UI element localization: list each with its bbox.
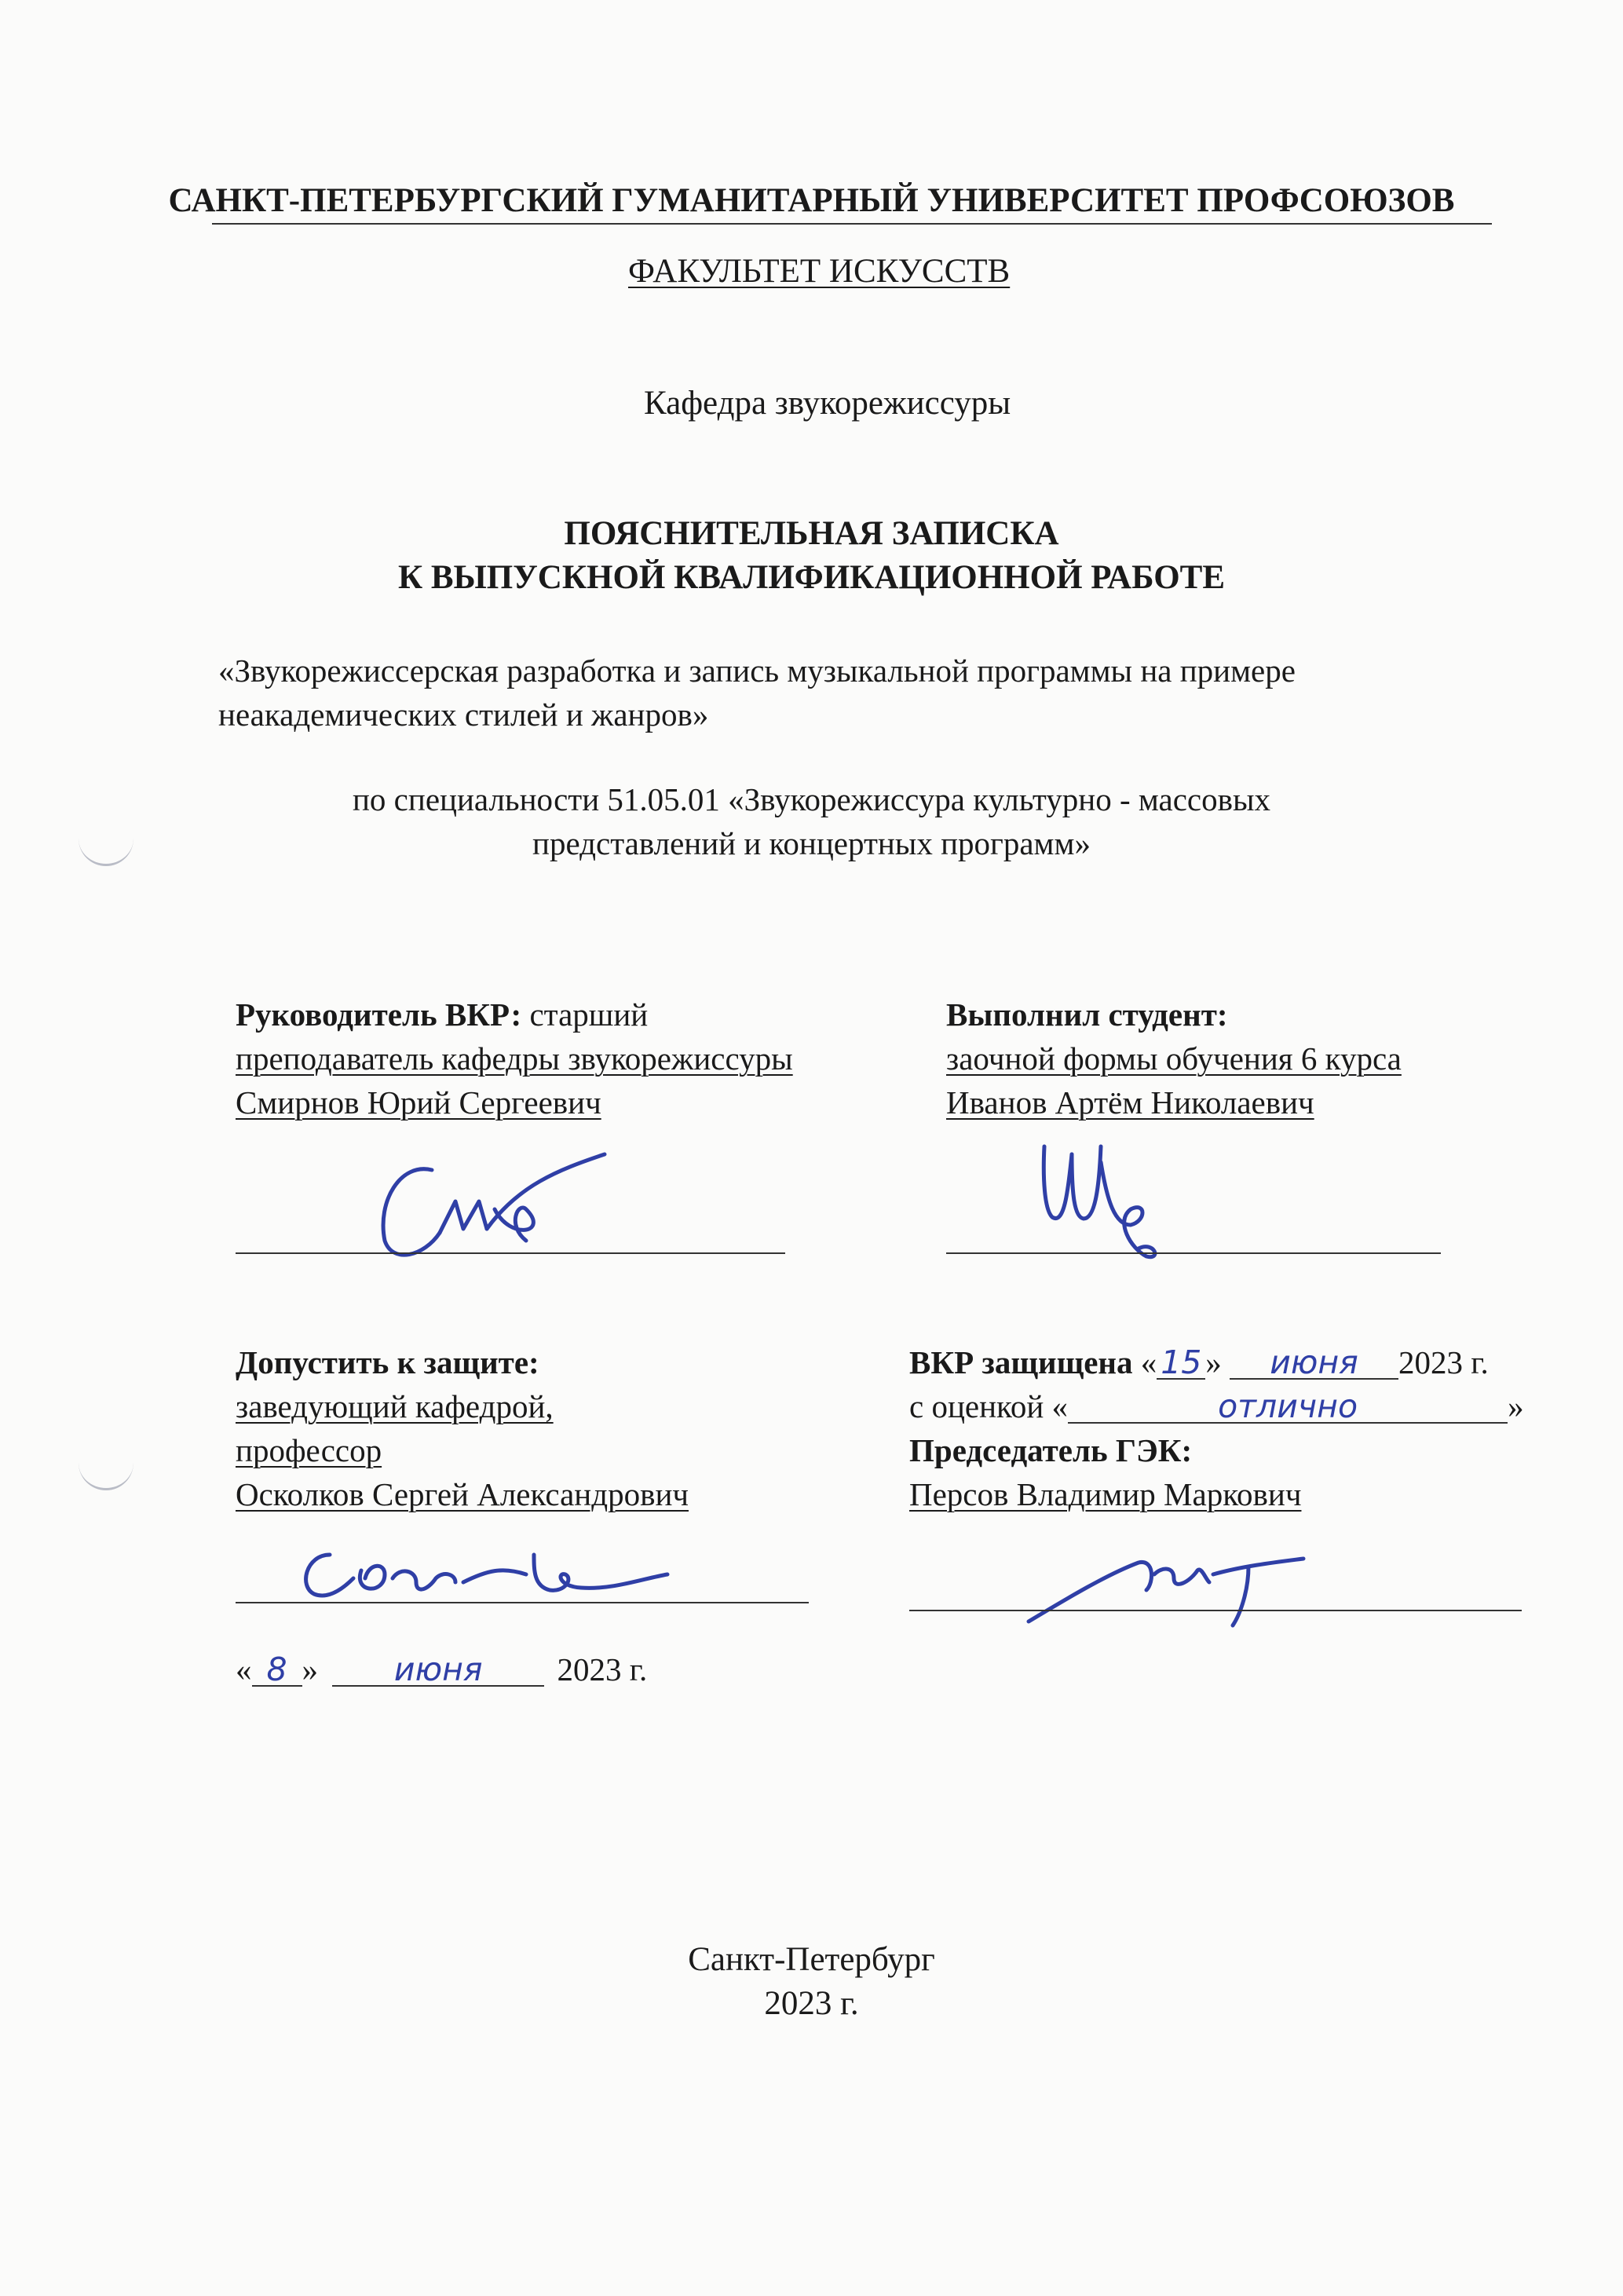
- faculty-name: ФАКУЛЬТЕТ ИСКУССТВ: [628, 253, 1011, 290]
- chair-signature-line: [909, 1610, 1522, 1611]
- defense-grade-value: отлично: [1068, 1391, 1508, 1424]
- student-signature-line: [946, 1252, 1441, 1254]
- specialty-line1: по специальности 51.05.01 «Звукорежиссура культурно - массовых: [352, 781, 1271, 817]
- defense-label: ВКР защищена: [909, 1344, 1133, 1380]
- admit-date: « 8 » июня 2023 г.: [236, 1651, 648, 1688]
- admit-name: Осколков Сергей Александрович: [236, 1476, 689, 1512]
- document-title-line1: ПОЯСНИТЕЛЬНАЯ ЗАПИСКА: [564, 515, 1059, 552]
- punch-hole-mark: [79, 1457, 133, 1490]
- defense-date-day: 15: [1157, 1347, 1205, 1380]
- header-rule: [212, 223, 1492, 225]
- admit-date-day: 8: [252, 1654, 302, 1687]
- document-title-line2: К ВЫПУСКНОЙ КВАЛИФИКАЦИОННОЙ РАБОТЕ: [397, 559, 1226, 596]
- admit-label: Допустить к защите:: [236, 1344, 539, 1380]
- supervisor-label-bold: Руководитель ВКР:: [236, 996, 522, 1033]
- admit-position2: профессор: [236, 1432, 382, 1468]
- defense-grade: с оценкой « отлично »: [909, 1387, 1524, 1425]
- supervisor-label: [236, 993, 648, 1036]
- thesis-topic-line2: неакадемических стилей и жанров»: [218, 696, 709, 733]
- admit-signature-line: [236, 1602, 809, 1603]
- student-name: Иванов Артём Николаевич: [946, 1084, 1314, 1121]
- admit-date-year: 2023 г.: [557, 1651, 648, 1687]
- supervisor-name: Смирнов Юрий Сергеевич: [236, 1084, 601, 1121]
- footer-year: 2023 г.: [764, 1985, 859, 2022]
- student-signature: [1029, 1131, 1186, 1288]
- defense-date-month: июня: [1230, 1347, 1398, 1380]
- supervisor-signature: [369, 1154, 652, 1272]
- department-name: Кафедра звукорежиссуры: [644, 385, 1011, 422]
- head-of-department-signature: [298, 1539, 675, 1610]
- university-name: САНКТ-ПЕТЕРБУРГСКИЙ ГУМАНИТАРНЫЙ УНИВЕРСИТЕТ ПРОФСОЮЗОВ: [168, 182, 1455, 219]
- supervisor-position: преподаватель кафедры звукорежиссуры: [236, 1040, 793, 1077]
- defense-grade-label: с оценкой «: [909, 1388, 1069, 1424]
- student-label: Выполнил студент:: [946, 996, 1228, 1033]
- chair-name: Персов Владимир Маркович: [909, 1476, 1302, 1512]
- chair-label: Председатель ГЭК:: [909, 1432, 1193, 1468]
- specialty-line2: представлений и концертных программ»: [532, 825, 1091, 861]
- footer-city: Санкт-Петербург: [688, 1941, 935, 1978]
- supervisor-label-rest: старший: [521, 996, 649, 1033]
- admit-position1: заведующий кафедрой,: [236, 1388, 554, 1424]
- admit-date-month: июня: [332, 1654, 544, 1687]
- defense-date: ВКР защищена « 15 » июня 2023 г.: [909, 1344, 1489, 1381]
- thesis-topic-line1: «Звукорежиссерская разработка и запись музыкальной программы на примере: [218, 653, 1296, 689]
- defense-date-year: 2023 г.: [1398, 1344, 1489, 1380]
- supervisor-signature-line: [236, 1252, 785, 1254]
- commission-chair-signature: [1021, 1551, 1319, 1629]
- student-info: заочной формы обучения 6 курса: [946, 1040, 1402, 1077]
